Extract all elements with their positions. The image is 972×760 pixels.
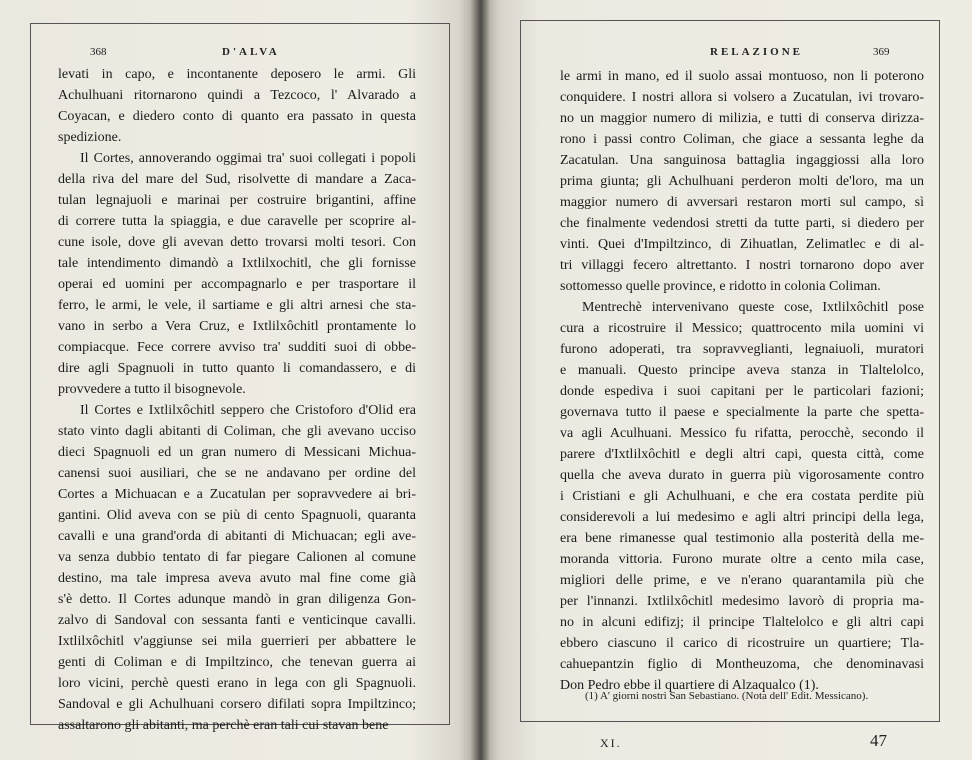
text-line: dieci Spagnuoli ed un gran numero di Messicani Michua- xyxy=(58,445,416,460)
text-line: cavalli e una grand'orda di abitanti di Michuacan; egli ave- xyxy=(58,529,416,544)
text-line: compiacque. Fece correre avviso tra' sudditi suoi di obbe- xyxy=(58,340,416,355)
right-page-number: 369 xyxy=(873,46,890,58)
text-line: tulan legnajuoli e marinai per costruire brigantini, affine xyxy=(58,193,416,208)
text-line: per l'innanzi. Ixtlilxôchitl medesimo lavorò di propria ma- xyxy=(560,594,924,609)
text-line: ebbero ciascuno il carico di ricostruire un quartiere; Tla- xyxy=(560,636,924,651)
text-line: Ixtlilxôchitl v'aggiunse sei mila guerrieri per abbattere le xyxy=(58,634,416,649)
text-line: stato vinto dagli abitanti di Coliman, che gli avevano ucciso xyxy=(58,424,416,439)
text-line: Don Pedro ebbe il quartiere di Alzaqualco (1). xyxy=(560,678,819,693)
text-line: Coyacan, e diedero conto di quanto era passato in questa xyxy=(58,109,416,124)
text-line: vano in serbo a Vera Cruz, e Ixtlilxôchitl prontamente lo xyxy=(58,319,416,334)
text-line: gantini. Olid aveva con se più di cento Spagnuoli, quaranta xyxy=(58,508,416,523)
right-body-text xyxy=(560,66,924,696)
left-body-text xyxy=(58,64,416,736)
text-line: governava tutto il paese e specialmente la parte che spetta- xyxy=(560,405,924,420)
left-running-head: D'ALVA xyxy=(222,46,280,58)
text-line: Sandoval e gli Achulhuani corsero difilati sopra Impiltzinco; xyxy=(58,697,416,712)
text-line: donde espediva i suoi capitani per le particolari fazioni; xyxy=(560,384,924,399)
text-line: conquidere. I nostri allora si volsero a Zucatulan, ivi trovaro- xyxy=(560,90,924,105)
text-line: le armi in mano, ed il suolo assai montuoso, non li poterono xyxy=(560,69,924,84)
text-line: migliori delle prime, e ve n'erano quarantamila più che xyxy=(560,573,924,588)
text-line: vinti. Quei d'Impiltzinco, di Zihuatlan, Zelimatlec e di al- xyxy=(560,237,924,252)
text-line: tri villaggi fecero altrettanto. I nostri tornarono dopo aver xyxy=(560,258,924,273)
text-line: loro vicini, perchè questi erano in lega con gli Spagnuoli. xyxy=(58,676,416,691)
text-line: di correre tutta la spiaggia, e due caravelle per scoprire al- xyxy=(58,214,416,229)
text-line: Cortes a Michuacan e a Zucatulan per sopravvedere ai bri- xyxy=(58,487,416,502)
text-line: Il Cortes, annoverando oggimai tra' suoi collegati i popoli xyxy=(80,151,416,166)
book-gutter xyxy=(470,0,490,760)
text-line: levati in capo, e incontanente deposero le armi. Gli xyxy=(58,67,416,82)
text-line: rono i passi contro Coliman, che giace a sessanta leghe da xyxy=(560,132,924,147)
text-line: cura a ricostruire il Messico; quattrocento mila uomini vi xyxy=(560,321,924,336)
left-page-number: 368 xyxy=(90,46,107,58)
text-line: moranda vittoria. Furono murate oltre a cento mila case, xyxy=(560,552,924,567)
text-line: s'è detto. Il Cortes adunque mandò in gran diligenza Gon- xyxy=(58,592,416,607)
text-line: genti di Coliman e di Impiltzinco, che tenevan guerra ai xyxy=(58,655,416,670)
text-line: zalvo di Sandoval con sessanta fanti e venticinque cavalli. xyxy=(58,613,416,628)
text-line: della riva del mare del Sud, risolvette di mandare a Zaca- xyxy=(58,172,416,187)
text-line: operai ed uomini per accompagnarlo e per trasportare il xyxy=(58,277,416,292)
text-line: canensi suoi ausiliari, che se ne andavano per ordine del xyxy=(58,466,416,481)
text-line: Zacatulan. Una sanguinosa battaglia ingaggiossi alla loro xyxy=(560,153,924,168)
right-page xyxy=(480,0,972,760)
text-line: Il Cortes e Ixtlilxôchitl seppero che Cristoforo d'Olid era xyxy=(80,403,416,418)
signature-mark: XI. xyxy=(600,736,622,750)
text-line: dire agli Spagnuoli in tutto quanto li comandassero, e di xyxy=(58,361,416,376)
text-line: che finalmente vedendosi stretti da tutte parti, si diedero per xyxy=(560,216,924,231)
text-line: provvedere a tutto il bisognevole. xyxy=(58,382,246,397)
left-page xyxy=(0,0,478,760)
footnote: (1) A' giorni nostri San Sebastiano. (Nota dell' Edit. Messicano). xyxy=(585,690,869,702)
text-line: no un maggior numero di milizia, e tutti di conserva dirizza- xyxy=(560,111,924,126)
text-line: prima giunta; gli Achulhuani perderon molti de'loro, ma un xyxy=(560,174,924,189)
text-line: maggior numero di avversari restaron morti sul campo, sì xyxy=(560,195,924,210)
text-line: Mentrechè intervenivano queste cose, Ixtlilxôchitl pose xyxy=(582,300,924,315)
text-line: quella che aveva durato in guerra più vigorosamente contro xyxy=(560,468,924,483)
text-line: i Cristiani e gli Achulhuani, e che era costata perdite più xyxy=(560,489,924,504)
text-line: parere d'Ixtlilxôchitl e degli altri capi, questa città, come xyxy=(560,447,924,462)
text-line: cune isole, dove gli avevan detto trovarsi molti tesori. Con xyxy=(58,235,416,250)
text-line: va senza dubbio tentato di far piegare Calionen al comune xyxy=(58,550,416,565)
text-line: Achulhuani ritornarono quindi a Tezcoco, l' Alvarado a xyxy=(58,88,416,103)
text-line: ferro, le armi, le vele, il sartiame e gli altri arnesi che sta- xyxy=(58,298,416,313)
text-line: e manuali. Questo principe aveva stanza in Tlaltelolco, xyxy=(560,363,924,378)
right-running-head: RELAZIONE xyxy=(710,46,804,58)
text-line: no in alcuni edifizj; il principe Tlaltelolco e gli altri capi xyxy=(560,615,924,630)
text-line: va agli Aculhuani. Messico fu rifatta, perocchè, secondo il xyxy=(560,426,924,441)
text-line: assaltarono gli abitanti, ma perchè eran tali cui stavan bene xyxy=(58,718,389,733)
text-line: era bene rimanesse qual testimonio alla posterità della me- xyxy=(560,531,924,546)
sheet-number: 47 xyxy=(870,731,887,750)
text-line: furono adoperati, tra sopravveglianti, legnaiuoli, muratori xyxy=(560,342,924,357)
text-line: considerevoli a lui medesimo e agli altri principi della lega, xyxy=(560,510,924,525)
text-line: destino, ma tale impresa aveva avuto mal fine come già xyxy=(58,571,416,586)
text-line: tale intendimento dimandò a Ixtlilxochitl, che gli fornisse xyxy=(58,256,416,271)
text-line: cahuepantzin figlio di Montheuzoma, che denominavasi xyxy=(560,657,924,672)
text-line: spedizione. xyxy=(58,130,122,145)
text-line: sottomesso quelle province, e ridotto in colonia Coliman. xyxy=(560,279,881,294)
